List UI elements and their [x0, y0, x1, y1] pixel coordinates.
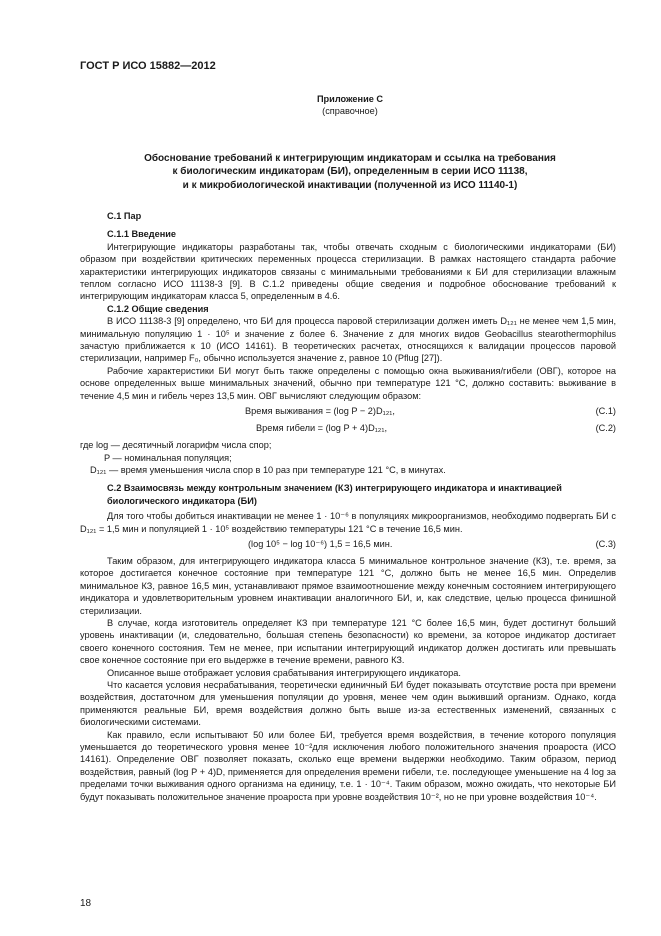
title-line-1: Обоснование требований к интегрирующим индикаторам и ссылка на требования [144, 153, 556, 164]
page-number: 18 [80, 898, 92, 909]
paragraph: Таким образом, для интегрирующего индикатора класса 5 минимальное контрольное значение (КЗ), т.е. время, за которое достигается конечное состояние при температуре 121 °С, должно быть не менее 16,5 мин. Определив минимальное КЗ, равное 16,5 мин, устанавливают прямое взаимоотношение между конечным состоянием интегрирующего индикатора и удовлетворительным уровнем инактивации аналогичного БИ, и, как следствие, целью процесса финишной стерилизации. [80, 555, 616, 616]
equation-number: (С.3) [595, 538, 616, 549]
appendix-note: (справочное) [322, 106, 378, 116]
paragraph: Описанное выше отображает условия срабатывания интегрирующего индикатора. [107, 667, 461, 678]
section-c11-heading: С.1.1 Введение [107, 229, 177, 240]
standard-header: ГОСТ Р ИСО 15882—2012 [80, 60, 216, 72]
paragraph: В ИСО 11138-3 [9] определено, что БИ для процесса паровой стерилизации должен иметь D₁₂₁ не менее чем 1,5 мин, минимальную популяцию 1 · 10⁵ и значение z более 6. Значение z для многих видов Geobacillus stearothermophilus зачастую приближается к 10 (ИСО 14161). В теоретических расчетах, относящихся к валидации процессов паровой стерилизации, например F₀, обычно используется значение z, равное 10 (Pflug [27]). [80, 316, 616, 364]
title-line-3: и к микробиологической инактивации (полученной из ИСО 11140-1) [182, 179, 518, 191]
equation-number: (С.2) [595, 423, 616, 434]
equation-c3 [80, 538, 616, 552]
paragraph: Рабочие характеристики БИ могут быть также определены с помощью окна выживания/гибели (ОВГ), которое на основе определенных выше минимальных значений, обычно при температуре 121 °С, должно составить: выживание в течение 4,5 мин и гибель через 13,5 мин. ОВГ вычисляют следующим образом: [80, 365, 616, 401]
legend-line: D₁₂₁ — время уменьшения числа спор в 10 раз при температуре 121 °С, в минутах. [90, 464, 446, 475]
paragraph: Интегрирующие индикаторы разработаны так, чтобы отвечать сходным с биологическими индикаторами (БИ) образом при воздействии критических переменных процесса стерилизации. В рамках настоящего стандарта рабочие характеристики интегрирующих индикаторов связаны с минимальными требованиями к БИ для стерилизации влажным теплом согласно ИСО 11138-3 [9]. В С.1.2 приведены общие сведения и подробное обоснование требований к интегрирующим индикаторам класса 5, определенным в 4.6. [80, 241, 616, 302]
title-line-2: к биологическим индикаторам (БИ), определенным в серии ИСО 11138, [172, 166, 528, 178]
equation-text: Время гибели = (log P + 4)D₁₂₁, [256, 423, 388, 434]
equation-c2 [80, 422, 616, 436]
variable-legend [80, 439, 616, 476]
section-c2-heading: С.2 Взаимосвязь между контрольным значением (КЗ) интегрирующего индикатора и инактивацией биологического индикатора (БИ) [107, 483, 562, 506]
body-content [80, 210, 616, 803]
section-c12-heading: С.1.2 Общие сведения [107, 303, 209, 314]
equation-c1 [80, 405, 616, 419]
paragraph: В случае, когда изготовитель определяет КЗ при температуре 121 °С более 16,5 мин, будет достигнут больший уровень инактивации (и, следовательно, большая степень безопасности) ко времени, за которое индикатор достигает своего конечного состояния. Тем не менее, при испытании интегрирующий индикатор должен достигать или превышать свое конечное состояние при его выдержке в течение времени, равного КЗ. [80, 617, 616, 666]
section-c1-heading: С.1 Пар [107, 211, 142, 221]
equation-text: (log 10⁵ − log 10⁻⁶) 1,5 = 16,5 мин. [248, 538, 393, 549]
legend-line: где log — десятичный логарифм числа спор; [80, 440, 272, 451]
equation-number: (С.1) [595, 406, 616, 417]
equation-text: Время выживания = (log P − 2)D₁₂₁, [245, 406, 395, 417]
paragraph: Как правило, если испытывают 50 или более БИ, требуется время воздействия, в течение которого популяция уменьшается до теоретического уровня менее 10⁻²для исключения любого положительного значения проароста (ИСО 14161). Определение ОВГ позволяет показать, сколько еще времени выдержки необходимо. Таким образом, период воздействия, равный (log P + 4)D, применяется для определения времени гибели, т.е. последующее уменьшение на 4 log за пределами точки выживания одного организма на единицу, т.е. 1 · 10⁻⁴. Таким образом, можно ожидать, что некоторые БИ будут показывать положительное значение проароста при уровне воздействия 10⁻², но не при уровне воздействия 10⁻⁴. [80, 729, 616, 802]
appendix-label: Приложение С [316, 94, 384, 104]
appendix-title [100, 152, 600, 192]
legend-line: P — номинальная популяция; [104, 452, 232, 463]
paragraph: Для того чтобы добиться инактивации не менее 1 · 10⁻⁶ в популяциях микроорганизмов, необходимо подвергать БИ с D₁₂₁ = 1,5 мин и популяцией 1 · 10⁵ воздействию температуры 121 °С в течение 16,5 мин. [80, 511, 616, 534]
paragraph: Что касается условия несрабатывания, теоретически единичный БИ будет показывать отсутствие роста при времени воздействия, достаточном для уменьшения популяции до уровня, менее чем один выживший организм. Однако, когда применяются реальные БИ, время воздействия должно быть выше из-за естественных изменений, связанных с биологическими системами. [80, 680, 616, 728]
